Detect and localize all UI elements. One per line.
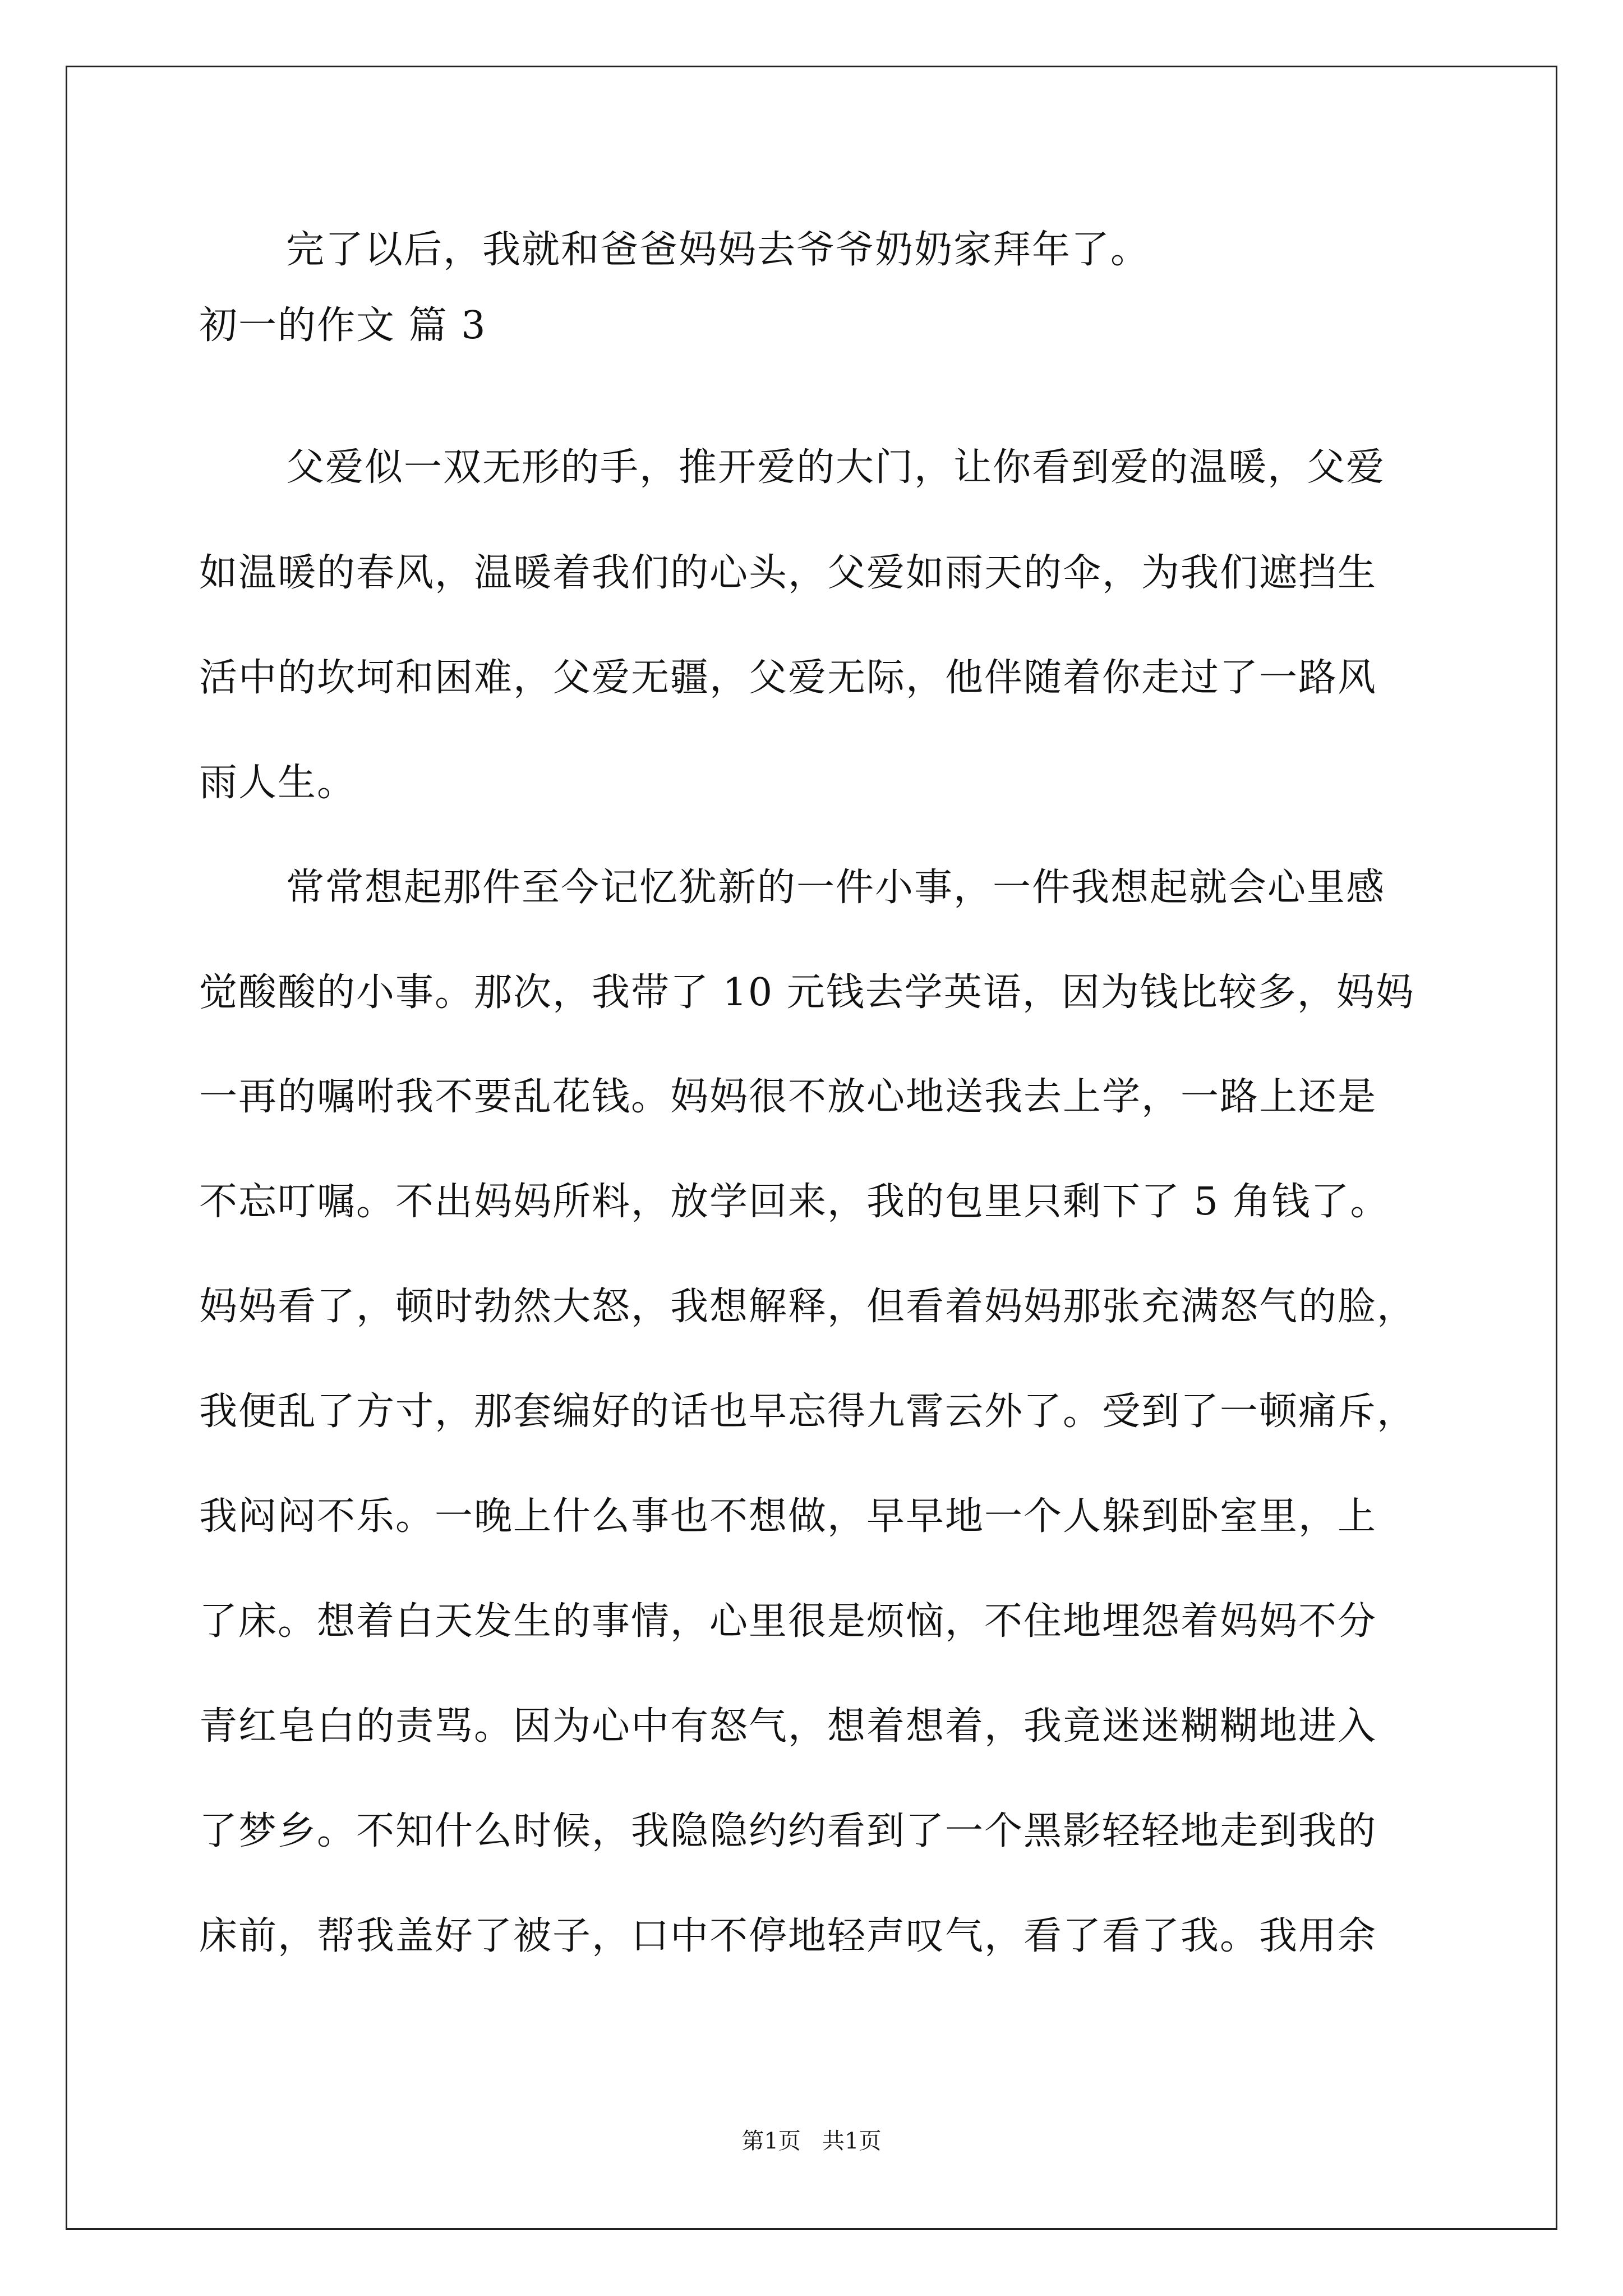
text-line-1: 完了以后，我就和爸爸妈妈去爷爷奶奶家拜年了。 — [286, 228, 1150, 272]
text-line-14: 了床。想着白天发生的事情，心里很是烦恼，不住地埋怨着妈妈不分 — [199, 1599, 1377, 1644]
page-footer: 第1页 共1页 — [741, 2128, 882, 2154]
text-line-7: 常常想起那件至今记忆犹新的一件小事，一件我想起就会心里感 — [286, 866, 1386, 910]
text-line-5: 活中的坎坷和困难，父爱无疆，父爱无际，他伴随着你走过了一路风 — [199, 656, 1377, 700]
text-line-12: 我便乱了方寸，那套编好的话也早忘得九霄云外了。受到了一顿痛斥， — [199, 1389, 1417, 1434]
text-line-15: 青红皂白的责骂。因为心中有怒气，想着想着，我竟迷迷糊糊地进入 — [199, 1704, 1377, 1749]
text-line-9: 一再的嘱咐我不要乱花钱。妈妈很不放心地送我去上学，一路上还是 — [199, 1075, 1377, 1119]
text-line-11: 妈妈看了，顿时勃然大怒，我想解释，但看着妈妈那张充满怒气的脸， — [199, 1285, 1417, 1329]
text-line-17: 床前，帮我盖好了被子，口中不停地轻声叹气，看了看了我。我用余 — [199, 1914, 1377, 1958]
text-line-16: 了梦乡。不知什么时候，我隐隐约约看到了一个黑影轻轻地走到我的 — [199, 1809, 1377, 1853]
text-line-4: 如温暖的春风，温暖着我们的心头，父爱如雨天的伞，为我们遮挡生 — [199, 551, 1377, 595]
text-line-13: 我闷闷不乐。一晚上什么事也不想做，早早地一个人躲到卧室里，上 — [199, 1494, 1377, 1539]
text-line-10: 不忘叮嘱。不出妈妈所料，放学回来，我的包里只剩下了 5 角钱了。 — [199, 1180, 1390, 1224]
text-line-6: 雨人生。 — [199, 761, 357, 805]
text-line-8: 觉酸酸的小事。那次，我带了 10 元钱去学英语，因为钱比较多，妈妈 — [199, 970, 1415, 1015]
section-heading: 初一的作文 篇 3 — [199, 303, 487, 348]
page-border — [66, 66, 1557, 2230]
text-line-3: 父爱似一双无形的手，推开爱的大门，让你看到爱的温暖，父爱 — [286, 445, 1386, 490]
